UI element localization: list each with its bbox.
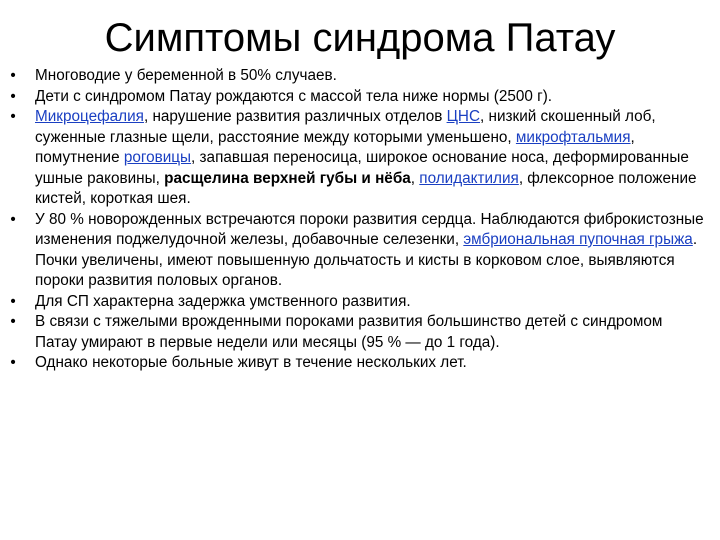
item-text: У 80 % новорожденных встречаются пороки развития сердца. Наблюдаются фиброкистозные изменения поджелудочной железы, добавочные селезенки, bbox=[35, 210, 704, 248]
bold-cleft-lip-palate: расщелина верхней губы и нёба bbox=[164, 169, 411, 187]
bullet-icon: • bbox=[10, 87, 16, 105]
list-item bbox=[6, 312, 706, 353]
link-polydactyly[interactable]: полидактилия bbox=[419, 169, 519, 187]
bullet-list bbox=[6, 66, 706, 374]
item-text: , запавшая переносица, широкое основание носа, деформированные ушные раковины, bbox=[35, 149, 689, 187]
list-item bbox=[6, 87, 706, 108]
link-microphthalmia[interactable]: микрофтальмия bbox=[515, 128, 631, 146]
bullet-icon: • bbox=[10, 108, 16, 125]
item-text: Для СП характерна задержка умственного развития. bbox=[35, 292, 411, 310]
link-microcephaly[interactable]: Микроцефалия bbox=[35, 108, 144, 125]
bullet-icon: • bbox=[10, 67, 16, 84]
item-text: В связи с тяжелыми врожденными пороками развития большинство детей с синдромом Патау умирают в первые недели или месяцы (95 % — до 1 года). bbox=[35, 313, 663, 351]
list-item bbox=[6, 66, 706, 87]
list-item bbox=[6, 353, 706, 374]
item-text: . Почки увеличены, имеют повышенную дольчатость и кисты в корковом слое, выявляются пороки развития половых органов. bbox=[35, 231, 698, 289]
bullet-icon: • bbox=[10, 313, 16, 330]
item-text: Однако некоторые больные живут в течение нескольких лет. bbox=[35, 354, 467, 371]
item-text: , bbox=[410, 169, 420, 187]
item-text: Дети с синдромом Патау рождаются с массой тела ниже нормы (2500 г). bbox=[35, 87, 553, 105]
link-cornea[interactable]: роговицы bbox=[123, 149, 192, 166]
bullet-icon: • bbox=[10, 292, 16, 310]
slide-title: Симптомы синдрома Патау bbox=[104, 16, 616, 60]
link-umbilical-hernia[interactable]: эмбриональная пупочная грыжа bbox=[463, 231, 693, 248]
item-text: , флексорное положение кистей, короткая шея. bbox=[35, 169, 697, 207]
bullet-icon: • bbox=[10, 354, 16, 371]
list-item bbox=[6, 210, 706, 292]
list-item bbox=[6, 107, 706, 210]
item-text: , низкий скошенный лоб, суженные глазные щели, расстояние между которыми уменьшено, bbox=[35, 108, 656, 146]
bullet-icon: • bbox=[10, 210, 16, 228]
item-text: Многоводие у беременной в 50% случаев. bbox=[35, 67, 337, 84]
item-text: , помутнение bbox=[35, 128, 635, 166]
list-item bbox=[6, 292, 706, 313]
link-cns[interactable]: ЦНС bbox=[446, 108, 480, 125]
item-text: , нарушение развития различных отделов bbox=[143, 108, 447, 125]
